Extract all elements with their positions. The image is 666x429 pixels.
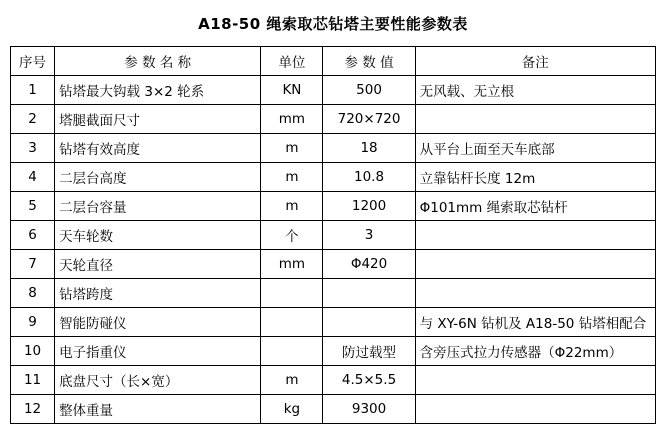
column-header-unit: 单位 [261,47,323,76]
cell-name: 二层台容量 [55,192,261,221]
cell-no: 8 [11,279,55,308]
cell-name: 二层台高度 [55,163,261,192]
table-row [11,163,656,192]
table-row [11,105,656,134]
cell-no: 5 [11,192,55,221]
cell-name: 钻塔最大钩载 3×2 轮系 [55,76,261,105]
cell-name: 塔腿截面尺寸 [55,105,261,134]
column-header-no: 序号 [11,47,55,76]
cell-value: 1200 [323,192,415,221]
cell-remark [415,395,655,424]
table-header-row [11,47,656,76]
cell-value: 4.5×5.5 [323,366,415,395]
cell-no: 7 [11,250,55,279]
cell-no: 4 [11,163,55,192]
cell-no: 11 [11,366,55,395]
cell-unit: m [261,192,323,221]
cell-remark: 从平台上面至天车底部 [415,134,655,163]
cell-unit [261,337,323,366]
cell-remark [415,221,655,250]
table-row [11,250,656,279]
cell-value: Φ420 [323,250,415,279]
spec-table [10,46,656,424]
table-row [11,337,656,366]
cell-unit: kg [261,395,323,424]
table-row [11,221,656,250]
cell-no: 9 [11,308,55,337]
cell-remark: 立靠钻杆长度 12m [415,163,655,192]
cell-name: 整体重量 [55,395,261,424]
cell-no: 3 [11,134,55,163]
cell-value: 500 [323,76,415,105]
cell-name: 钻塔跨度 [55,279,261,308]
cell-value: 18 [323,134,415,163]
cell-no: 6 [11,221,55,250]
cell-remark: Φ101mm 绳索取芯钻杆 [415,192,655,221]
table-header [11,47,656,76]
cell-value: 9300 [323,395,415,424]
cell-value: 720×720 [323,105,415,134]
cell-remark: 无风载、无立根 [415,76,655,105]
cell-unit: m [261,134,323,163]
cell-unit: mm [261,105,323,134]
cell-no: 1 [11,76,55,105]
cell-value [323,308,415,337]
cell-name: 底盘尺寸（长×宽） [55,366,261,395]
cell-value: 10.8 [323,163,415,192]
table-row [11,395,656,424]
column-header-remark: 备注 [415,47,655,76]
column-header-value: 参 数 值 [323,47,415,76]
cell-remark [415,279,655,308]
cell-no: 10 [11,337,55,366]
table-row [11,134,656,163]
cell-unit: m [261,163,323,192]
cell-remark: 含旁压式拉力传感器（Φ22mm） [415,337,655,366]
table-row [11,192,656,221]
cell-name: 电子指重仪 [55,337,261,366]
table-row [11,308,656,337]
cell-unit [261,279,323,308]
table-row [11,279,656,308]
cell-remark [415,250,655,279]
cell-value [323,279,415,308]
cell-unit: 个 [261,221,323,250]
cell-unit: m [261,366,323,395]
cell-no: 2 [11,105,55,134]
cell-remark: 与 XY-6N 钻机及 A18-50 钻塔相配合 [415,308,655,337]
cell-unit: mm [261,250,323,279]
table-row [11,76,656,105]
cell-unit [261,308,323,337]
cell-name: 天轮直径 [55,250,261,279]
cell-unit: KN [261,76,323,105]
cell-value: 3 [323,221,415,250]
cell-name: 钻塔有效高度 [55,134,261,163]
cell-name: 智能防碰仪 [55,308,261,337]
cell-name: 天车轮数 [55,221,261,250]
cell-remark [415,105,655,134]
column-header-name: 参 数 名 称 [55,47,261,76]
cell-no: 12 [11,395,55,424]
cell-value: 防过载型 [323,337,415,366]
page-title: A18-50 绳索取芯钻塔主要性能参数表 [198,15,468,33]
table-row [11,366,656,395]
spec-table-container [0,46,666,424]
table-body [11,76,656,424]
cell-remark [415,366,655,395]
